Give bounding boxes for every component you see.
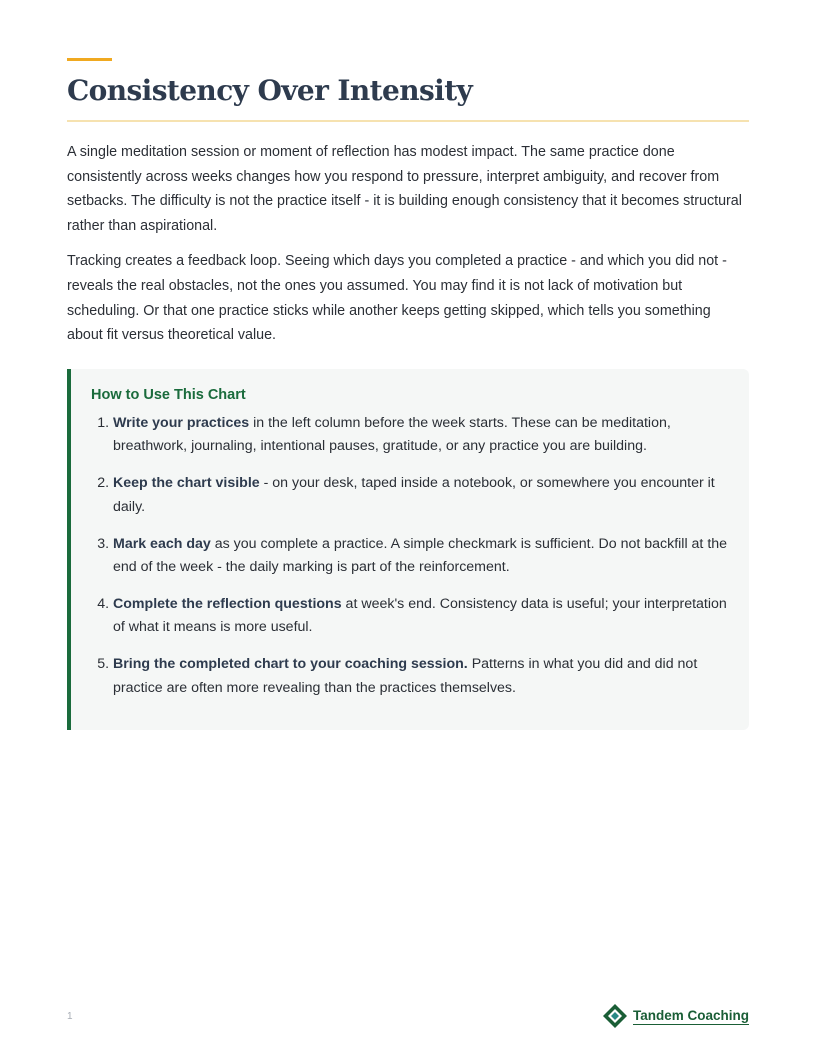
- instruction-step: [113, 653, 729, 700]
- step-text: Patterns in what you did and did not practice are often more revealing than the practices themselves.: [113, 656, 698, 696]
- page-number: 1: [67, 1011, 73, 1022]
- title-divider: [67, 120, 749, 122]
- intro-paragraph: A single meditation session or moment of reflection has modest impact. The same practice done consistently across weeks changes how you respond to pressure, interpret ambiguity, and recover from setbacks. The difficulty is not the practice itself - it is building enough consistency that it becomes structural rather than aspirational.: [67, 144, 742, 234]
- footer-brand: [602, 1003, 749, 1029]
- instruction-step: [113, 472, 729, 519]
- page-title: Consistency Over Intensity: [67, 74, 473, 107]
- step-lead: Mark each day: [113, 535, 211, 552]
- step-text: in the left column before the week starts. These can be meditation, breathwork, journaling, intentional pauses, gratitude, or any practice you are building.: [113, 415, 671, 455]
- step-lead: Complete the reflection questions: [113, 595, 342, 612]
- step-lead: Keep the chart visible: [113, 475, 260, 492]
- how-to-callout: [67, 369, 749, 730]
- step-text: at week's end. Consistency data is useful; your interpretation of what it means is more useful.: [113, 595, 727, 636]
- brand-name: Tandem Coaching: [632, 1007, 749, 1023]
- step-text: as you complete a practice. A simple checkmark is sufficient. Do not backfill at the end of the week - the daily marking is part of the reinforcement.: [113, 535, 728, 576]
- instruction-step: [113, 593, 729, 640]
- instruction-list: [91, 412, 729, 700]
- diamond-logo-icon: [602, 1003, 628, 1029]
- intro-section: [67, 140, 749, 359]
- step-lead: Bring the completed chart to your coaching session.: [113, 656, 468, 673]
- intro-paragraph: Tracking creates a feedback loop. Seeing which days you completed a practice - and which you did not - reveals the real obstacles, not the ones you assumed. You may find it is not lack of motivation but scheduling. Or that one practice sticks while another keeps getting skipped, which tells you something about fit versus theoretical value.: [67, 253, 727, 344]
- title-accent-bar: [67, 58, 112, 61]
- step-text: - on your desk, taped inside a notebook, or somewhere you encounter it daily.: [113, 475, 715, 515]
- step-lead: Write your practices: [113, 415, 250, 431]
- instruction-step: [113, 533, 729, 580]
- instruction-step: [113, 412, 729, 459]
- callout-title: How to Use This Chart: [91, 387, 246, 403]
